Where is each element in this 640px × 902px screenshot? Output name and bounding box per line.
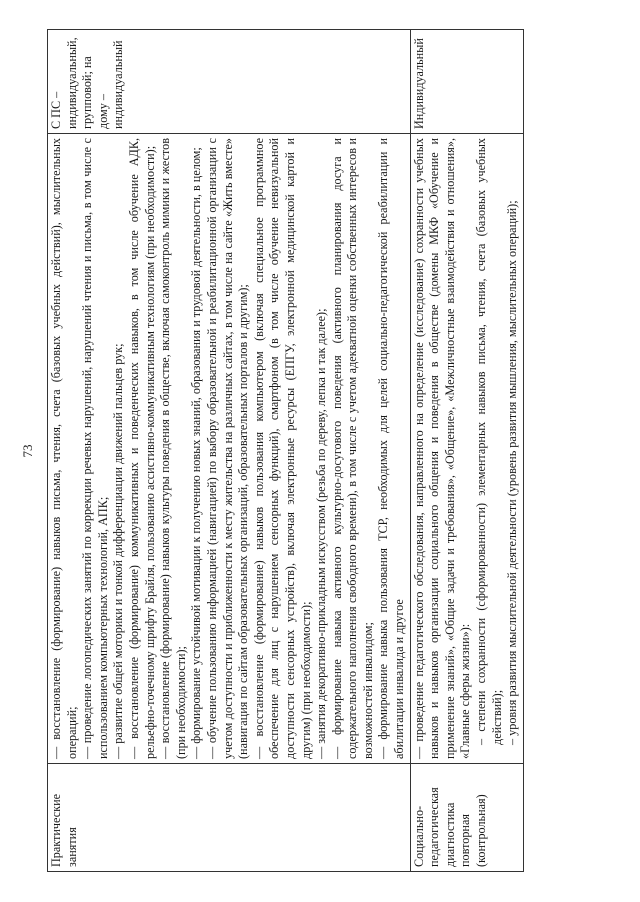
list-item: — занятия декоративно-прикладным искусством (резьба по дереву, лепка и так далее);: [314, 308, 329, 759]
table-row: [410, 30, 523, 872]
list-item: – степени сохранности (сформированности) элементарных навыков письма, чтения, счета (базовых учебных действий);: [474, 138, 504, 745]
list-item: – уровня развития мыслительной деятельности (уровень развития мышления, мыслительных операций);: [505, 200, 520, 745]
page-number: 73: [20, 444, 35, 458]
list-item: — восстановление (формирование) коммуникативных и поведенческих навыков, в том числе обучение АДК, рельефно-точечному шрифту Брайля, пользованию ассистивно-коммуникативным технологиям (при необходимости);: [126, 138, 157, 759]
list-item: — формирование навыка пользования ТСР, необходимых для целей социально-педагогической реабилитации и абилитации инвалида и другое: [376, 138, 407, 759]
table-row: [48, 30, 411, 872]
list-item: — формирование навыка активного культурно-досугового поведения (активного планирования досуга и содержательного наполнения свободного времени), в том числе с учетом адекватной оценки собственных интересов и возможностей инвалидом;: [329, 138, 375, 759]
content-cell: [410, 134, 523, 764]
list-item: — восстановление (формирование) навыков культуры поведения в обществе, включая самоконтроль мимики и жестов (при необходимости);: [158, 138, 188, 759]
content-cell: [48, 134, 411, 764]
row-title-cell: Практические занятия: [48, 764, 411, 872]
list-item: — формирование устойчивой мотивации к получению новых знаний, образования и трудовой деятельности, в целом;: [189, 147, 204, 759]
service-table: [47, 29, 524, 872]
list-item: — развитие общей моторики и тонкой дифференциации движений пальцев рук;: [111, 343, 126, 759]
rotated-page: [20, 30, 585, 872]
list-item: — восстановление (формирование) навыков письма, чтения, счета (базовых учебных действий), мыслительных операций;: [49, 138, 79, 759]
list-item: — обучение пользованию информацией (навигацией) по выбору образовательной и реабилитационной организации с учетом доступности и приближенности к месту жительства на различных сайтах, в том числе на сайте «Жить вместе» (навигация по сайтам образовательных организаций, образовательных порталов и другим);: [204, 138, 251, 759]
form-cell: С ПС – индивидуальный, групповой; на дому – индивидуальный: [48, 30, 411, 134]
list-item: — восстановление (формирование) навыков пользования компьютером (включая специальное программное обеспечение для лиц с нарушением сенсорных функций), смартфоном (в том числе обучение невизуальной доступности сенсорных устройств), включая электронные ресурсы (ЕПГУ, электронной медицинской картой и другим) (при необходимости);: [251, 138, 313, 759]
list-item: — проведение педагогического обследования, направленного на определение (исследование) сохранности учебных навыков и навыков организации социального общения и поведения в обществе (домены МКФ «Обучение и применение знаний», «Общие задачи и требования», «Общение», «Межличностные взаимодействия и отношения», «Главные сферы жизни»):: [411, 138, 473, 759]
row-title-cell: Социально-педагогическая диагностика повторная (контрольная): [410, 764, 523, 872]
form-cell: Индивидуальный: [410, 30, 523, 134]
list-item: — проведение логопедических занятий по коррекции речевых нарушений, нарушений чтения и письма, в том числе с использованием компьютерных технологий, АПК;: [80, 138, 110, 759]
